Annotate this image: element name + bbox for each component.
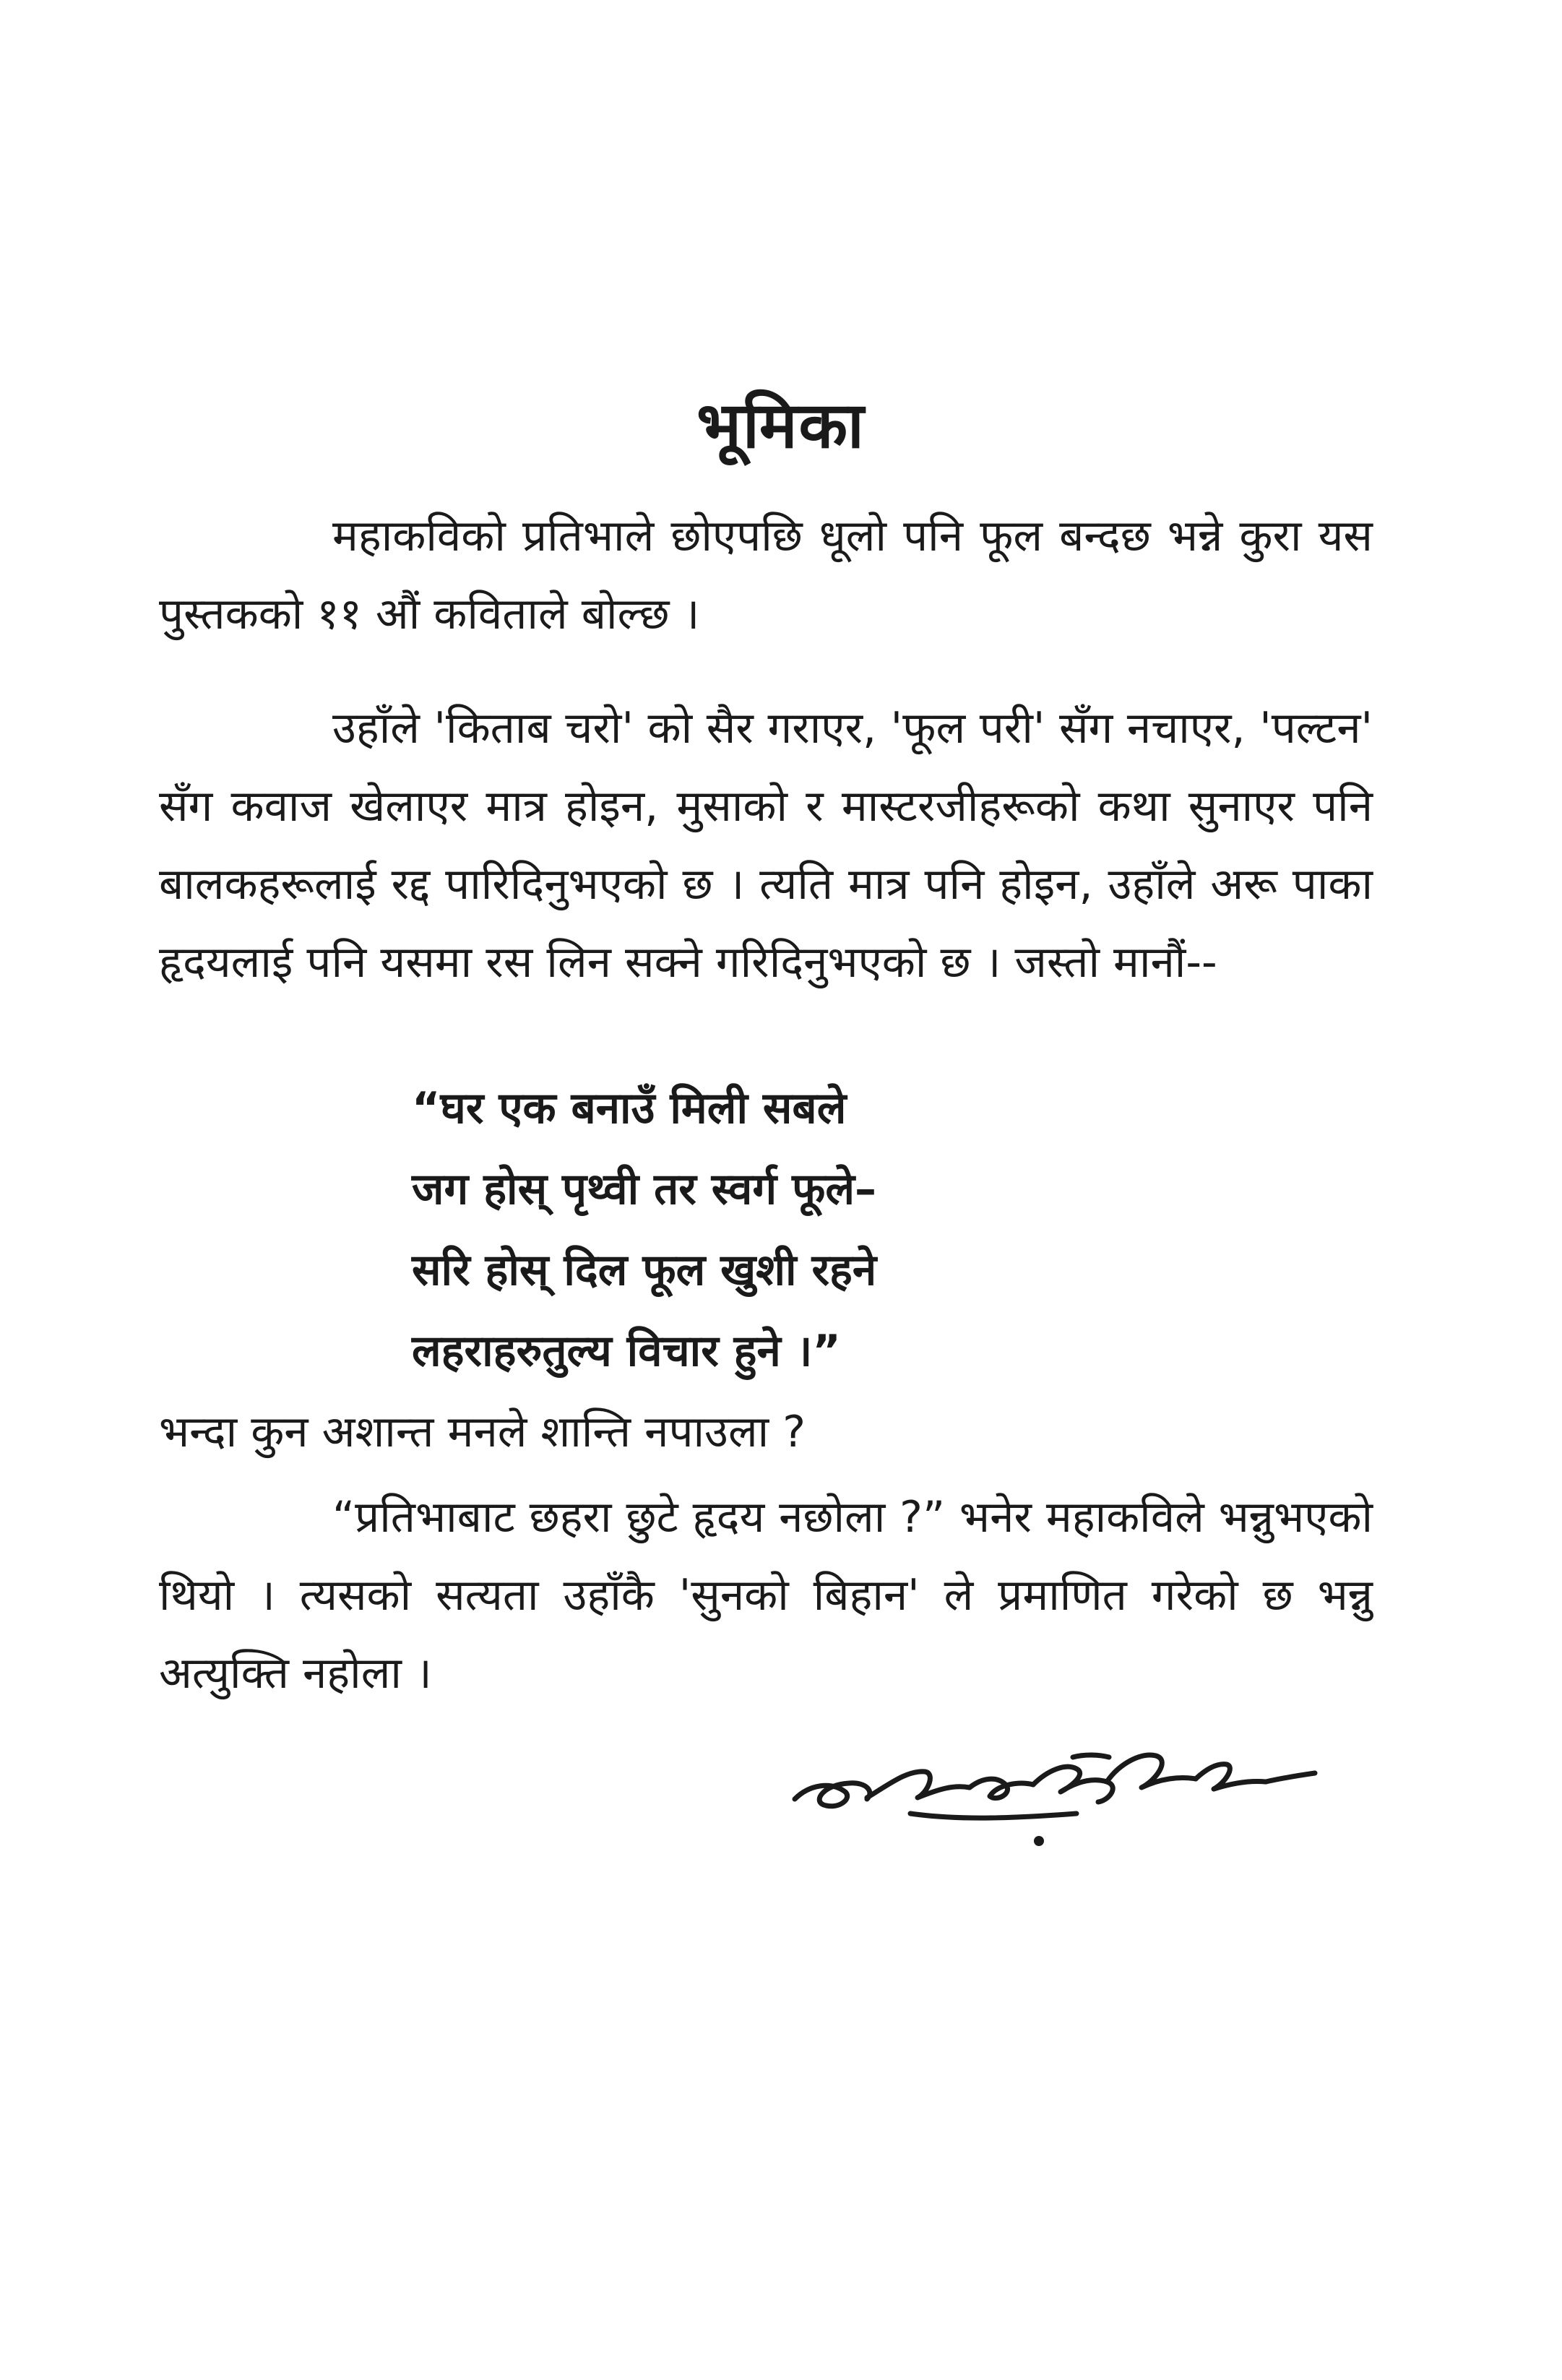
author-signature: [780, 1712, 1329, 1871]
verse-quote: [412, 1068, 1279, 1392]
paragraph-description: उहाँले 'किताब चरो' को सैर गराएर, 'फूल परी' सँग नचाएर, 'पल्टन' सँग कवाज खेलाएर मात्र होइन, मुसाको र मास्टरजीहरूको कथा सुनाएर पनि बालकहरूलाई रद्द पारिदिनुभएको छ । त्यति मात्र पनि होइन, उहाँले अरू पाका हृदयलाई पनि यसमा रस लिन सक्ने गरिदिनुभएको छ । जस्तो मानौं--: [159, 703, 1373, 988]
signature-image: [780, 1712, 1329, 1871]
verse-line: जग होस् पृथ्वी तर स्वर्ग फूले–: [412, 1164, 877, 1215]
verse-line: सरि होस् दिल फूल खुशी रहने: [412, 1245, 877, 1295]
paragraph-after-verse: भन्दा कुन अशान्त मनले शान्ति नपाउला ?: [159, 1407, 806, 1457]
page-title: भूमिका: [696, 387, 866, 462]
verse-line: लहराहरुतुल्य विचार हुने ।”: [412, 1326, 841, 1376]
paragraph-intro: महाकविको प्रतिभाले छोएपछि धूलो पनि फूल बन्दछ भन्ने कुरा यस पुस्तकको ११ औं कविताले बोल्छ ।: [159, 511, 1373, 639]
paragraph-closing: “प्रतिभाबाट छहरा छुटे हृदय नछोला ?” भनेर महाकविले भन्नुभएको थियो । त्यसको सत्यता उहाँकै 'सुनको बिहान' ले प्रमाणित गरेको छ भन्नु अत्युक्ति नहोला ।: [159, 1492, 1373, 1699]
verse-line: “घर एक बनाउँ मिली सबले: [412, 1083, 847, 1134]
